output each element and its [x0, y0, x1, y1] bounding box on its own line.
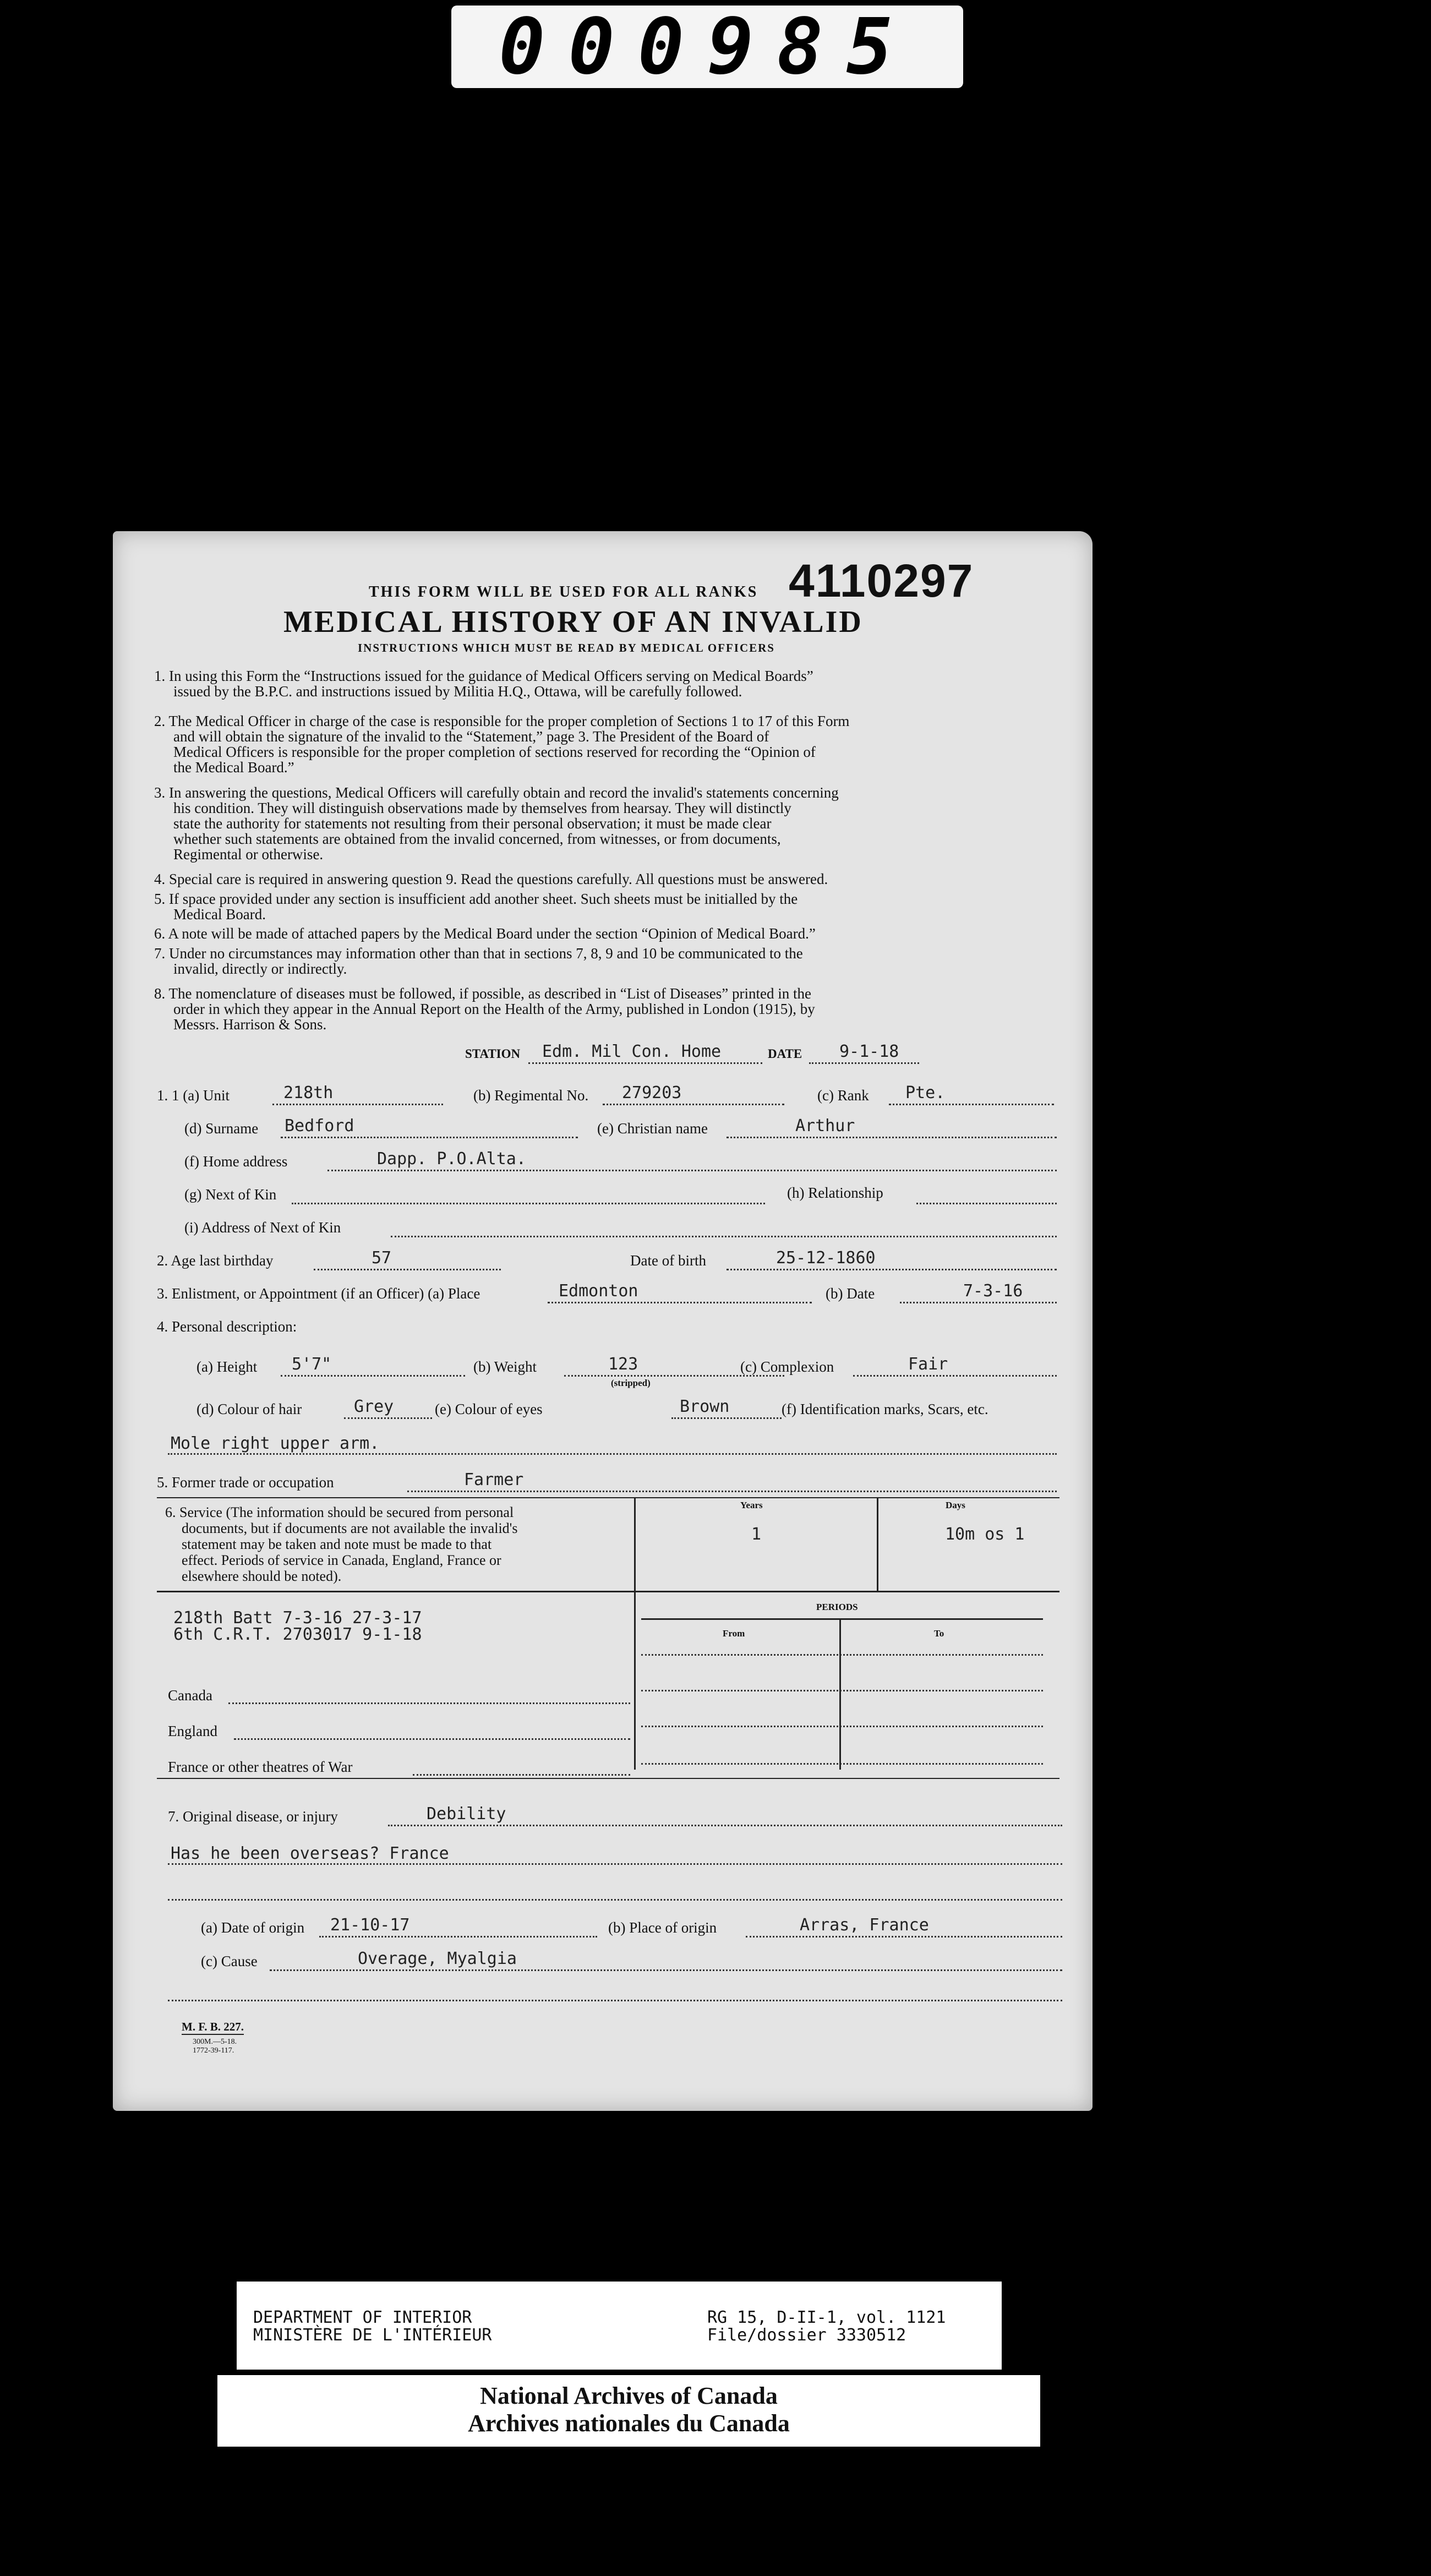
service-text-line: effect. Periods of service in Canada, England, France or [182, 1552, 501, 1568]
france-label: France or other theatres of War [168, 1759, 353, 1775]
instruction-line: 5. If space provided under any section is insufficient add another sheet. Such sheets must be initialled by the [154, 891, 798, 907]
identification-marks-label: (f) Identification marks, Scars, etc. [782, 1401, 988, 1417]
height-label: (a) Height [196, 1358, 258, 1375]
table-rule [641, 1763, 1043, 1765]
cause-value: Overage, Myalgia [358, 1949, 517, 1968]
form-print-code: 300M.—5-18. [193, 2038, 237, 2046]
enlistment-date: 7-3-16 [963, 1281, 1023, 1301]
column-rule [634, 1591, 636, 1770]
overseas-note: Has he been overseas? France [171, 1844, 449, 1863]
eyes-label: (e) Colour of eyes [435, 1401, 543, 1417]
dob-label: Date of birth [630, 1252, 706, 1269]
unit-label: 1. 1 (a) Unit [157, 1087, 230, 1104]
instruction-line: 6. A note will be made of attached papers by the Medical Board under the section “Opinion of Medical Board.” [154, 925, 816, 942]
column-rule [839, 1620, 841, 1770]
archives-fr: Archives nationales du Canada [468, 2410, 790, 2437]
field-rule [168, 1453, 1057, 1455]
date-value: 9-1-18 [839, 1042, 899, 1061]
hair-value: Grey [354, 1397, 394, 1416]
surname-value: Bedford [285, 1116, 354, 1136]
field-rule [853, 1375, 1057, 1377]
service-record [173, 1610, 422, 1643]
field-rule [889, 1104, 1054, 1105]
origin-place-value: Arras, France [800, 1915, 929, 1935]
field-rule [603, 1104, 784, 1105]
rg-reference: RG 15, D-II-1, vol. 1121 [707, 2308, 946, 2327]
field-rule [327, 1170, 1057, 1171]
origin-place-label: (b) Place of origin [608, 1919, 717, 1936]
field-rule [746, 1936, 1062, 1938]
instruction-line: his condition. They will distinguish observations made by themselves from hearsay. They will distinctly [173, 800, 791, 816]
field-rule [413, 1774, 630, 1776]
instruction-line: 8. The nomenclature of diseases must be followed, if possible, as described in “List of Diseases” printed in the [154, 985, 811, 1002]
instruction-line: and will obtain the signature of the invalid to the “Statement,” page 3. The President of the Board of [173, 728, 769, 745]
field-rule [314, 1269, 501, 1270]
complexion-label: (c) Complexion [740, 1358, 834, 1375]
archives-label [217, 2375, 1040, 2447]
instruction-line: state the authority for statements not resulting from their personal observation; it must be made clear [173, 815, 772, 832]
identification-marks-value: Mole right upper arm. [171, 1434, 380, 1453]
service-instructions [165, 1504, 517, 1584]
service-record-line: 218th Batt 7-3-16 27-3-17 [173, 1608, 422, 1628]
field-rule [272, 1104, 443, 1105]
section-rule [157, 1591, 1059, 1592]
age-value: 57 [372, 1248, 392, 1268]
form-print-code: 1772-39-117. [193, 2046, 234, 2055]
instruction-line: whether such statements are obtained from the invalid concerned, from witnesses, or from documents, [173, 831, 781, 847]
field-rule [319, 1936, 597, 1938]
field-rule [168, 1899, 1062, 1901]
from-label: From [723, 1628, 745, 1639]
field-rule [391, 1236, 1057, 1237]
cause-label: (c) Cause [201, 1953, 258, 1969]
field-rule [228, 1702, 630, 1704]
age-label: 2. Age last birthday [157, 1252, 274, 1269]
christian-name-value: Arthur [795, 1116, 855, 1136]
surname-label: (d) Surname [184, 1120, 259, 1137]
field-rule [407, 1491, 1057, 1492]
frame-number-plate [451, 2, 963, 92]
field-rule [916, 1203, 1057, 1204]
complexion-value: Fair [908, 1355, 948, 1374]
instruction-line: Regimental or otherwise. [173, 846, 324, 863]
eyes-value: Brown [680, 1397, 730, 1416]
use-notice: THIS FORM WILL BE USED FOR ALL RANKS [369, 583, 758, 601]
weight-label: (b) Weight [473, 1358, 537, 1375]
field-rule [344, 1417, 432, 1419]
enlistment-label: 3. Enlistment, or Appointment (if an Officer) (a) Place [157, 1285, 480, 1302]
field-rule [528, 1062, 762, 1064]
regimental-no-value: 279203 [622, 1083, 682, 1103]
origin-date-label: (a) Date of origin [201, 1919, 305, 1936]
instruction-line: 4. Special care is required in answering question 9. Read the questions carefully. All questions must be answered. [154, 871, 828, 887]
periods-label: PERIODS [816, 1602, 858, 1612]
table-rule [641, 1690, 1043, 1691]
archives-en: National Archives of Canada [480, 2382, 778, 2409]
field-rule [809, 1062, 919, 1064]
years-label: Years [740, 1500, 763, 1510]
christian-name-label: (e) Christian name [597, 1120, 708, 1137]
instruction-line: Messrs. Harrison & Sons. [173, 1016, 327, 1033]
origin-date-value: 21-10-17 [330, 1915, 410, 1935]
form-title: MEDICAL HISTORY OF AN INVALID [283, 605, 863, 639]
instruction-line: Medical Officers is responsible for the proper completion of sections reserved for recording the “Opinion of [173, 744, 816, 760]
dob-value: 25-12-1860 [776, 1248, 876, 1268]
instruction-line: 3. In answering the questions, Medical Officers will carefully obtain and record the invalid's statements concerning [154, 784, 839, 801]
field-rule [281, 1137, 578, 1138]
table-rule [641, 1654, 1043, 1656]
original-disease-value: Debility [427, 1804, 506, 1824]
service-text-line: 6. Service (The information should be secured from personal [165, 1504, 514, 1520]
rank-value: Pte. [905, 1083, 946, 1103]
instruction-line: Medical Board. [173, 906, 266, 923]
instruction-line: order in which they appear in the Annual Report on the Health of the Army, published in London (1915), by [173, 1001, 815, 1017]
home-address-label: (f) Home address [184, 1153, 288, 1170]
field-rule [168, 2000, 1062, 2001]
personal-description-label: 4. Personal description: [157, 1318, 297, 1335]
field-rule [168, 1863, 1062, 1865]
height-value: 5'7" [292, 1355, 332, 1374]
hair-label: (d) Colour of hair [196, 1401, 302, 1417]
archive-reference-label [237, 2282, 1002, 2370]
field-rule [727, 1137, 1057, 1138]
home-address-value: Dapp. P.O.Alta. [377, 1149, 526, 1169]
station-label: STATION [465, 1047, 521, 1061]
regimental-no-label: (b) Regimental No. [473, 1087, 589, 1104]
field-rule [671, 1417, 782, 1419]
field-rule [292, 1203, 765, 1204]
england-label: England [168, 1723, 217, 1739]
form-code: M. F. B. 227. [182, 2020, 244, 2035]
service-text-line: statement may be taken and note must be made to that [182, 1536, 492, 1552]
form-subtitle: INSTRUCTIONS WHICH MUST BE READ BY MEDICAL OFFICERS [358, 641, 775, 654]
table-rule [641, 1618, 1043, 1620]
original-disease-label: 7. Original disease, or injury [168, 1808, 338, 1825]
form-sheet [113, 531, 1093, 2111]
service-text-line: documents, but if documents are not available the invalid's [182, 1520, 518, 1536]
column-rule [877, 1497, 878, 1591]
occupation-value: Farmer [464, 1470, 524, 1489]
section-rule [157, 1497, 1059, 1498]
enlistment-place: Edmonton [559, 1281, 638, 1301]
to-label: To [934, 1628, 944, 1639]
next-of-kin-label: (g) Next of Kin [184, 1186, 277, 1203]
weight-value: 123 [608, 1355, 638, 1374]
date-label: DATE [768, 1047, 802, 1061]
instruction-line: 1. In using this Form the “Instructions issued for the guidance of Medical Officers serving on Medical Boards” [154, 668, 813, 684]
table-rule [641, 1726, 1043, 1727]
dept-en: DEPARTMENT OF INTERIOR [253, 2308, 472, 2327]
column-rule [634, 1497, 636, 1591]
enlistment-date-label: (b) Date [826, 1285, 875, 1302]
days-label: Days [946, 1500, 965, 1510]
field-rule [234, 1738, 630, 1740]
relationship-label: (h) Relationship [787, 1185, 883, 1201]
instruction-line: invalid, directly or indirectly. [173, 960, 347, 977]
field-rule [281, 1375, 465, 1377]
instruction-line: 2. The Medical Officer in charge of the case is responsible for the proper completion of Sections 1 to 17 of this Form [154, 713, 850, 729]
stamp-number: 4110297 [789, 555, 974, 607]
service-record-line: 6th C.R.T. 2703017 9-1-18 [173, 1625, 422, 1644]
frame-number: 000985 [499, 2, 916, 92]
rank-label: (c) Rank [817, 1087, 869, 1104]
field-rule [727, 1269, 1057, 1270]
field-rule [548, 1302, 812, 1303]
field-rule [900, 1302, 1057, 1303]
canada-label: Canada [168, 1687, 212, 1704]
instruction-line: the Medical Board.” [173, 759, 294, 776]
stripped-note: (stripped) [611, 1378, 651, 1388]
instruction-line: 7. Under no circumstances may information other than that in sections 7, 8, 9 and 10 be communicated to the [154, 945, 803, 962]
kin-address-label: (i) Address of Next of Kin [184, 1219, 341, 1236]
dept-fr: MINISTÈRE DE L'INTÉRIEUR [253, 2326, 492, 2345]
field-rule [270, 1969, 1062, 1971]
field-rule [388, 1825, 1062, 1826]
file-reference: File/dossier 3330512 [707, 2326, 906, 2345]
days-value: 10m os 1 [945, 1525, 1025, 1544]
section-rule [157, 1778, 1059, 1779]
station-value: Edm. Mil Con. Home [542, 1042, 722, 1061]
instruction-line: issued by the B.P.C. and instructions issued by Militia H.Q., Ottawa, will be carefully followed. [173, 683, 742, 700]
years-value: 1 [751, 1525, 762, 1544]
unit-value: 218th [283, 1083, 334, 1103]
occupation-label: 5. Former trade or occupation [157, 1474, 334, 1491]
service-text-line: elsewhere should be noted). [182, 1568, 342, 1584]
